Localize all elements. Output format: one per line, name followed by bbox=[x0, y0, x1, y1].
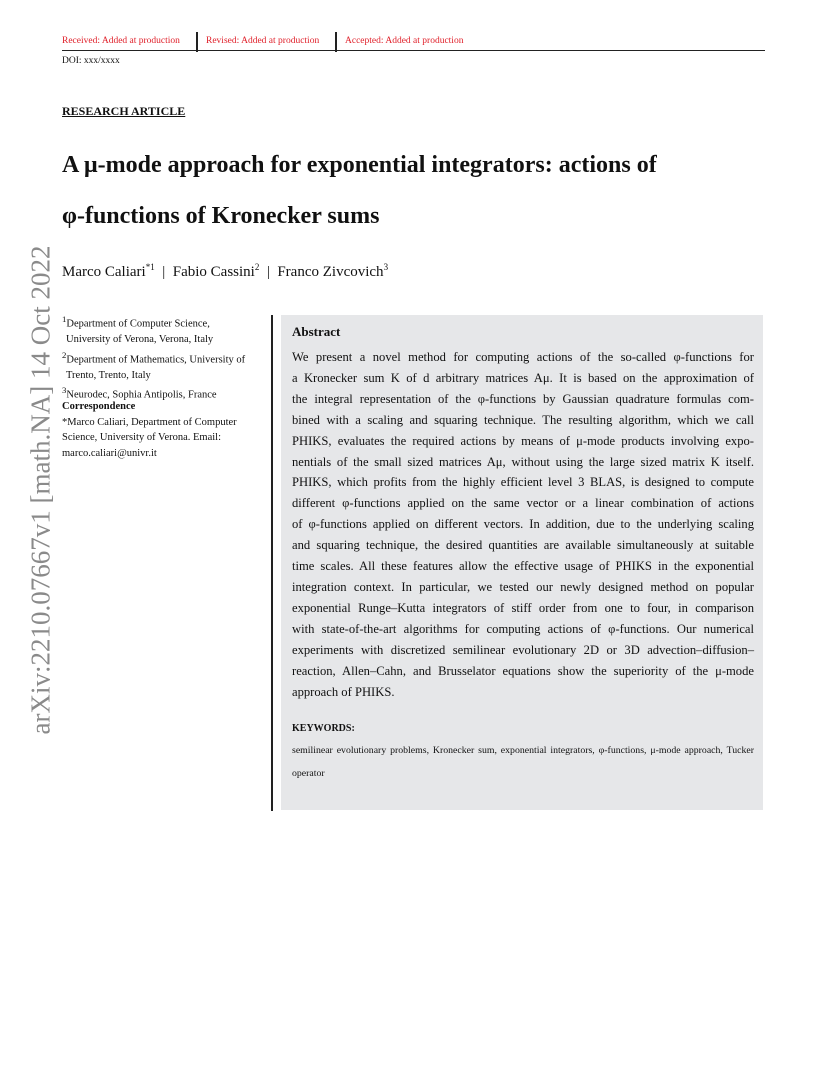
correspondence bbox=[62, 399, 267, 461]
author-sup: 2 bbox=[254, 262, 260, 272]
aff-text: University of Verona, Verona, Italy bbox=[66, 334, 214, 345]
abstract-line: with state-of-the-art algorithms for computing actions of φ-functions. Our numerical bbox=[292, 621, 754, 636]
abstract-line: PHIKS, which profits from the highly efficient level 3 BLAS, is designed to compute bbox=[292, 475, 754, 490]
author-name: Fabio Cassini bbox=[172, 264, 255, 280]
abstract-line: approach of PHIKS. bbox=[292, 684, 395, 699]
separator: | bbox=[162, 264, 166, 280]
abstract-line: the integral representation of the φ-functions by Gaussian quadrature formulas com- bbox=[292, 391, 754, 406]
accepted-date: Accepted: Added at production bbox=[345, 36, 464, 46]
abstract-heading: Abstract bbox=[292, 324, 341, 339]
aff-text: Department of Mathematics, University of bbox=[66, 354, 246, 365]
aff-text: Department of Computer Science, bbox=[66, 318, 210, 330]
abstract-line: bined with a scaling and squaring technique. The resulting algorithm, which we call bbox=[292, 412, 754, 427]
abstract-line: exponential Runge–Kutta integrators of stiff order from one to four, in comparison bbox=[292, 600, 754, 615]
doi: DOI: xxx/xxxx bbox=[62, 56, 120, 66]
aff-num: 1 bbox=[62, 314, 67, 324]
aff-text: Trento, Trento, Italy bbox=[66, 369, 151, 381]
aff-text: Neurodec, Sophia Antipolis, France bbox=[66, 389, 217, 401]
divider bbox=[335, 32, 337, 52]
affiliation bbox=[62, 312, 267, 332]
divider bbox=[196, 32, 198, 52]
keywords-heading: KEYWORDS: bbox=[292, 723, 355, 734]
abstract-line: time scales. All these features allow the effective usage of PHIKS in the exponential bbox=[292, 559, 754, 574]
aff-num: 2 bbox=[62, 349, 67, 360]
abstract-box bbox=[281, 315, 763, 810]
affiliations bbox=[62, 312, 267, 403]
abstract-line: reaction, Allen–Cahn, and Brusselator equations show the superiority of the μ-mode bbox=[292, 663, 754, 678]
abstract-line: experiments with discretized semilinear evolutionary 2D or 3D advection–diffusion– bbox=[292, 642, 754, 657]
history-header bbox=[62, 36, 765, 51]
abstract-line: nentials of the small sized matrices Aμ, without using the large sized matrix K itself. bbox=[292, 454, 754, 469]
affiliation bbox=[62, 348, 267, 368]
author-name: Franco Zivcovich bbox=[277, 264, 384, 280]
abstract-line: of φ-functions applied on different vectors. In addition, due to the underlying scaling bbox=[292, 517, 754, 532]
correspondence-heading: Correspondence bbox=[62, 401, 136, 412]
author-sup: *1 bbox=[145, 262, 155, 272]
abstract-line: and squaring technique, the desired quantities are available simultaneously at suitable bbox=[292, 538, 754, 553]
arxiv-stamp: arXiv:2210.07667v1 [math.NA] 14 Oct 2022 bbox=[25, 245, 56, 735]
author-name: Marco Caliari bbox=[62, 264, 146, 280]
correspondence-text: *Marco Caliari, Department of Computer Science, University of Verona. Email: marco.caliari@univr.it bbox=[62, 416, 237, 459]
abstract-text bbox=[292, 347, 754, 702]
column-divider bbox=[271, 315, 273, 811]
author-list bbox=[62, 262, 388, 281]
abstract-line: integration context. In particular, we tested our newly designed method on popular bbox=[292, 579, 754, 594]
revised-date: Revised: Added at production bbox=[206, 36, 320, 46]
title-line-1: A μ-mode approach for exponential integrators: actions of bbox=[62, 152, 657, 178]
abstract-line: PHIKS, evaluates the required actions by means of μ-mode products involving expo- bbox=[292, 433, 754, 448]
abstract-line: a Kronecker sum K of d arbitrary matrices Aμ. It is based on the approximation of bbox=[292, 370, 754, 385]
abstract-line: different φ-functions applied on the same vector or a linear combination of actions bbox=[292, 496, 754, 511]
abstract-line: We present a novel method for computing actions of the so-called φ-functions for bbox=[292, 350, 754, 364]
title-line-2: φ-functions of Kronecker sums bbox=[62, 203, 380, 229]
aff-num: 3 bbox=[62, 385, 67, 395]
received-date: Received: Added at production bbox=[62, 36, 180, 46]
separator: | bbox=[266, 264, 270, 280]
article-type: RESEARCH ARTICLE bbox=[62, 104, 186, 118]
keywords-text: semilinear evolutionary problems, Kronecker sum, exponential integrators, φ-functions, μ-mode approach, Tucker operator bbox=[292, 745, 754, 779]
author-sup: 3 bbox=[383, 262, 389, 272]
